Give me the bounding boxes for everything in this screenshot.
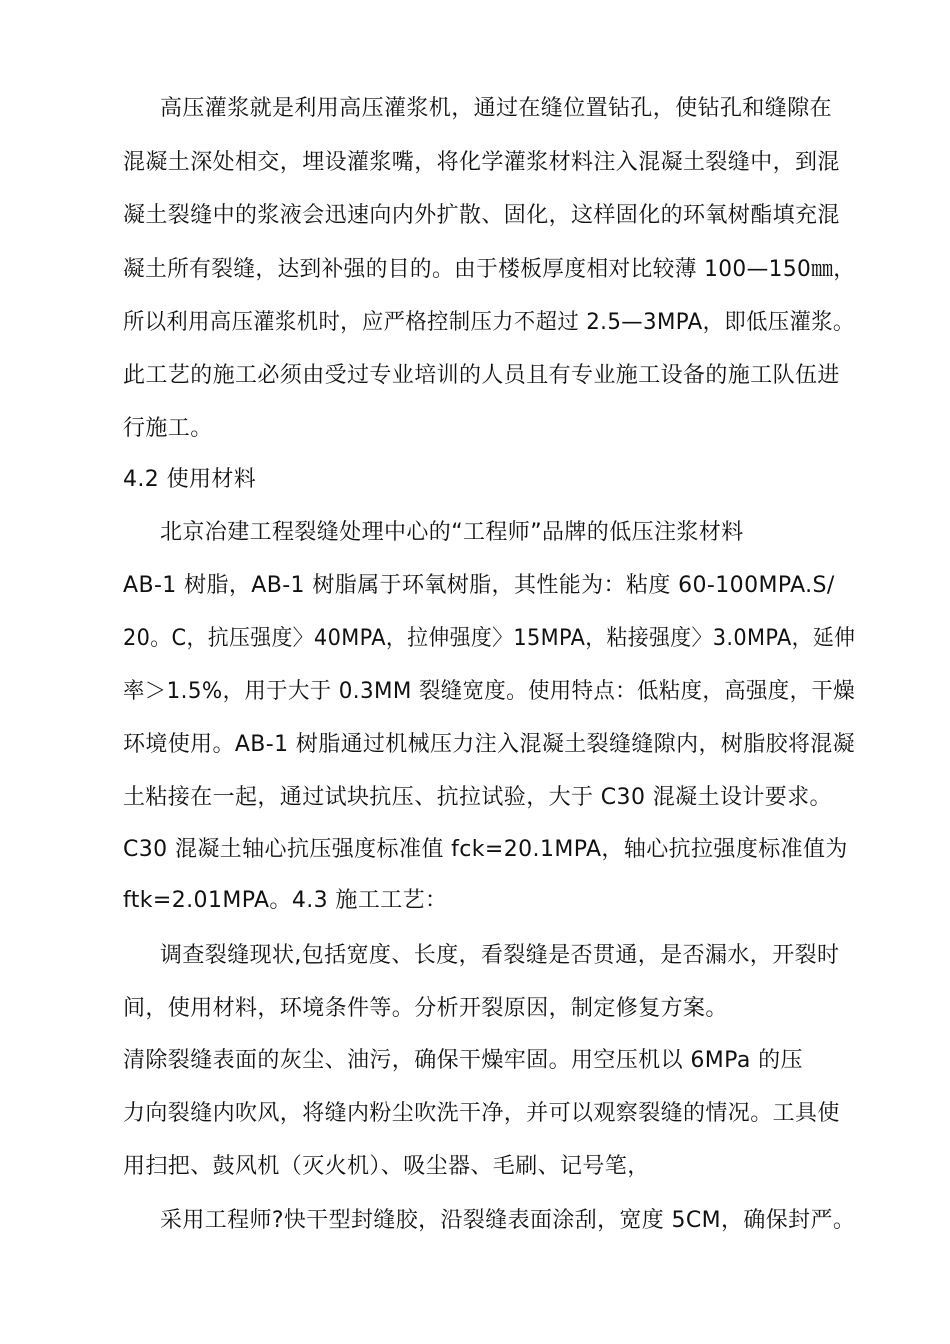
section-heading: 4.2 使用材料 xyxy=(123,467,257,492)
text-line: AB-1 树脂，AB-1 树脂属于环氧树脂，其性能为：粘度 60-100MPA.S/ xyxy=(123,573,835,598)
text-line: 所以利用高压灌浆机时，应严格控制压力不超过 2.5—3MPA，即低压灌浆。 xyxy=(123,310,855,335)
text-line: ftk=2.01MPA。4.3 施工工艺： xyxy=(123,888,448,913)
text-line: C30 混凝土轴心抗压强度标准值 fck=20.1MPA，轴心抗拉强度标准值为 xyxy=(123,837,848,862)
text-line: 力向裂缝内吹风，将缝内粉尘吹洗干净，并可以观察裂缝的情况。工具使 xyxy=(123,1101,840,1126)
text-line: 北京冶建工程裂缝处理中心的“工程师”品牌的低压注浆材料 xyxy=(160,520,744,545)
text-line: 环境使用。AB-1 树脂通过机械压力注入混凝土裂缝缝隙内，树脂胶将混凝 xyxy=(123,732,856,757)
text-line: 20。C，抗压强度〉40MPA，拉伸强度〉15MPA，粘接强度〉3.0MPA，延伸 xyxy=(123,626,856,651)
text-line: 间，使用材料，环境条件等。分析开裂原因，制定修复方案。 xyxy=(123,996,728,1021)
text-line: 调查裂缝现状,包括宽度、长度，看裂缝是否贯通，是否漏水，开裂时 xyxy=(160,943,840,968)
text-line: 高压灌浆就是利用高压灌浆机，通过在缝位置钻孔，使钻孔和缝隙在 xyxy=(160,96,833,121)
text-line: 混凝土深处相交，埋设灌浆嘴，将化学灌浆材料注入混凝土裂缝中，到混 xyxy=(123,150,840,175)
text-line: 土粘接在一起，通过试块抗压、抗拉试验，大于 C30 混凝土设计要求。 xyxy=(123,785,832,810)
text-line: 凝土裂缝中的浆液会迅速向内外扩散、固化，这样固化的环氧树酯填充混 xyxy=(123,203,840,228)
text-line: 率＞1.5%，用于大于 0.3MM 裂缝宽度。使用特点：低粘度，高强度，干燥 xyxy=(123,679,856,704)
text-line: 采用工程师?快干型封缝胶，沿裂缝表面涂刮，宽度 5CM，确保封严。 xyxy=(160,1208,856,1233)
text-line: 凝土所有裂缝，达到补强的目的。由于楼板厚度相对比较薄 100—150㎜， xyxy=(123,257,856,282)
text-line: 清除裂缝表面的灰尘、油污，确保干燥牢固。用空压机以 6MPa 的压 xyxy=(123,1048,803,1073)
text-line: 此工艺的施工必须由受过专业培训的人员且有专业施工设备的施工队伍进 xyxy=(123,363,840,388)
text-line: 用扫把、鼓风机（灭火机）、吸尘器、毛刷、记号笔， xyxy=(123,1154,650,1179)
text-line: 行施工。 xyxy=(123,416,213,441)
